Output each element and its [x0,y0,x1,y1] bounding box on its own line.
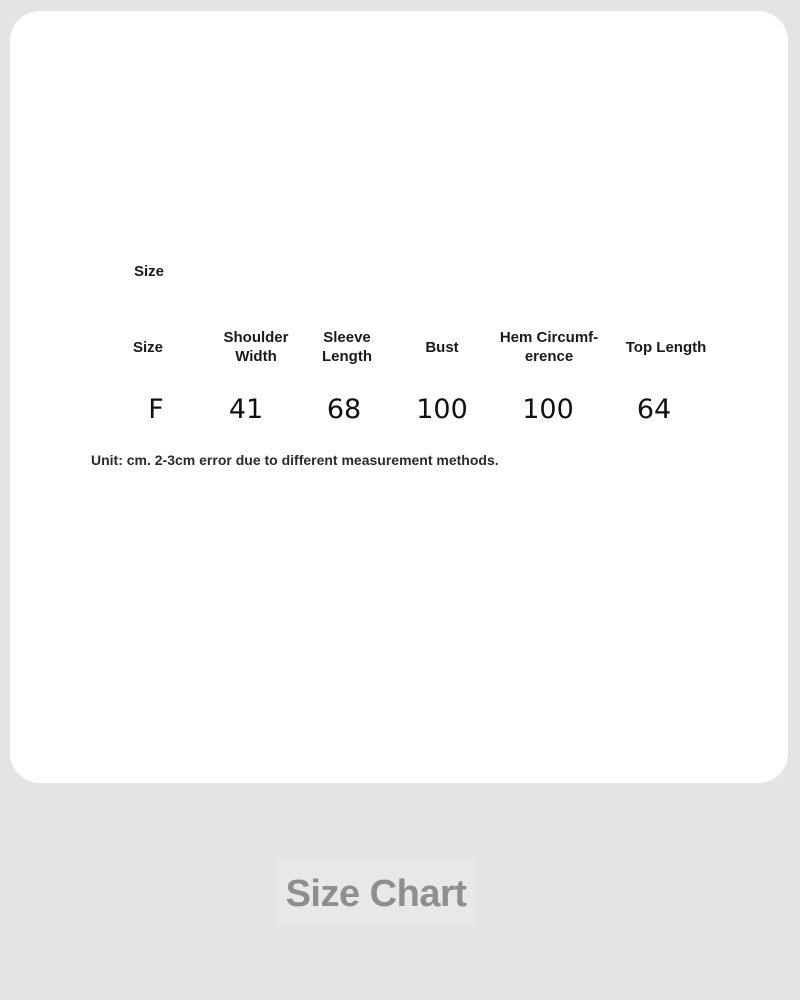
header-sleeve-length: Sleeve Length [322,329,372,365]
cell-size-value: F [148,393,164,425]
header-top-length: Top Length [625,338,707,356]
cell-bust-value: 100 [416,393,468,425]
header-bust: Bust [425,338,459,356]
header-hem-circumference: Hem Circumf-erence [499,329,599,365]
size-chart-card [10,11,788,783]
measurement-note: Unit: cm. 2-3cm error due to different measurement methods. [91,452,499,468]
footer-title: Size Chart [275,862,477,926]
cell-top-length-value: 64 [636,393,672,425]
cell-shoulder-width-value: 41 [228,393,264,425]
cell-hem-circumference-value: 100 [522,393,574,425]
header-shoulder-width: Shoulder Width [223,329,289,365]
header-size: Size [132,338,163,356]
table-caption: Size [134,263,165,280]
cell-sleeve-length-value: 68 [326,393,362,425]
